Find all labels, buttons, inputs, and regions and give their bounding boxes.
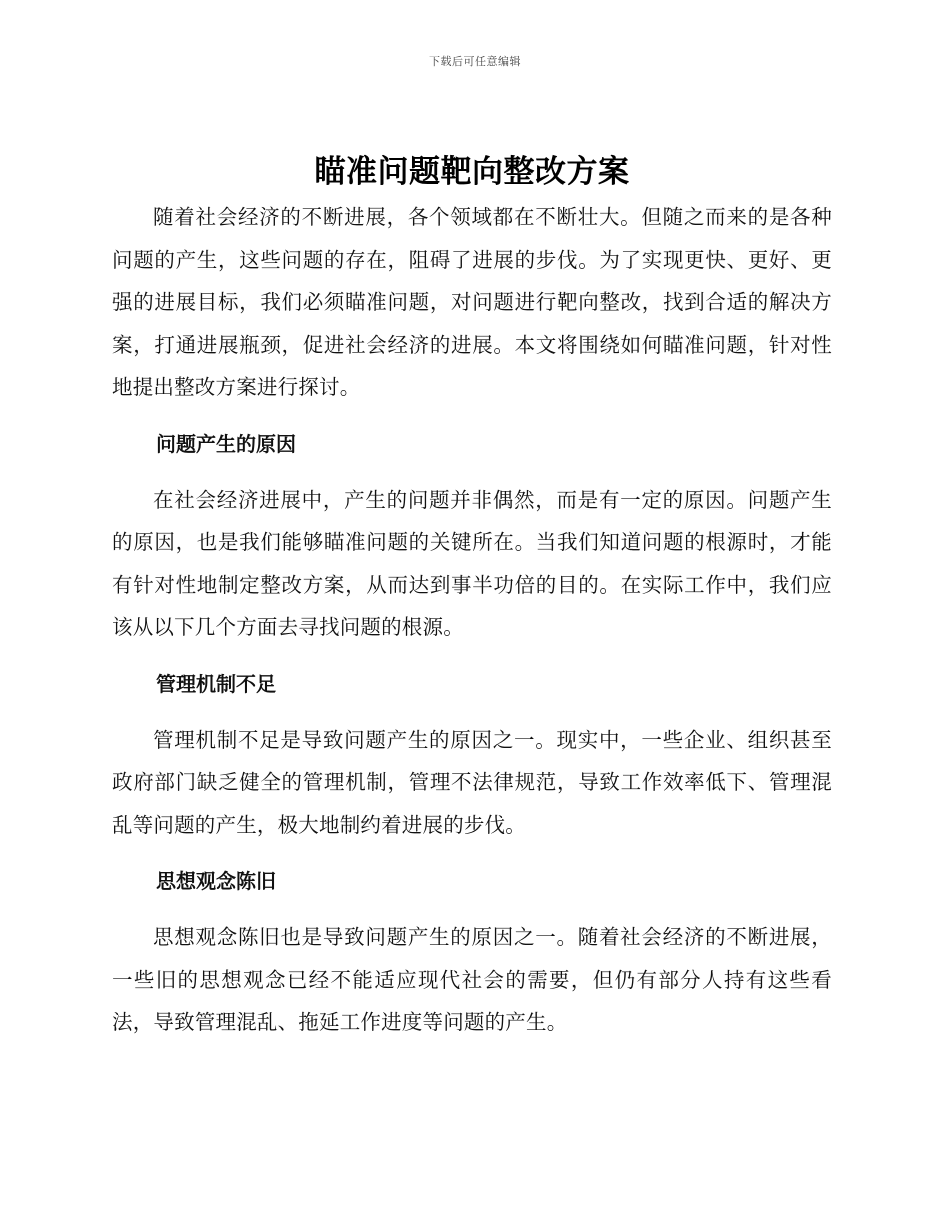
- document-title: 瞄准问题靶向整改方案: [314, 154, 630, 190]
- section-body-management: 管理机制不足是导致问题产生的原因之一。现实中，一些企业、组织甚至政府部门缺乏健全的管理机制，管理不法律规范，导致工作效率低下、管理混乱等问题的产生，极大地制约着进展的步伐。: [112, 727, 832, 837]
- header-note: 下载后可任意编辑: [429, 55, 521, 68]
- intro-paragraph: 随着社会经济的不断进展，各个领域都在不断壮大。但随之而来的是各种问题的产生，这些问题的存在，阻碍了进展的步伐。为了实现更快、更好、更强的进展目标，我们必须瞄准问题，对问题进行靶向整改，找到合适的解决方案，打通进展瓶颈，促进社会经济的进展。本文将围绕如何瞄准问题，针对性地提出整改方案进行探讨。: [112, 205, 832, 399]
- section-body-causes: 在社会经济进展中，产生的问题并非偶然，而是有一定的原因。问题产生的原因，也是我们能够瞄准问题的关键所在。当我们知道问题的根源时，才能有针对性地制定整改方案，从而达到事半功倍的目的。在实际工作中，我们应该从以下几个方面去寻找问题的根源。: [112, 487, 832, 639]
- section-heading-management: 管理机制不足: [156, 671, 276, 696]
- section-heading-causes: 问题产生的原因: [156, 431, 296, 456]
- section-heading-mindset: 思想观念陈旧: [156, 869, 276, 893]
- section-body-mindset: 思想观念陈旧也是导致问题产生的原因之一。随着社会经济的不断进展，一些旧的思想观念已经不能适应现代社会的需要，但仍有部分人持有这些看法，导致管理混乱、拖延工作进度等问题的产生。: [112, 925, 832, 1034]
- document-content: [112, 150, 832, 1044]
